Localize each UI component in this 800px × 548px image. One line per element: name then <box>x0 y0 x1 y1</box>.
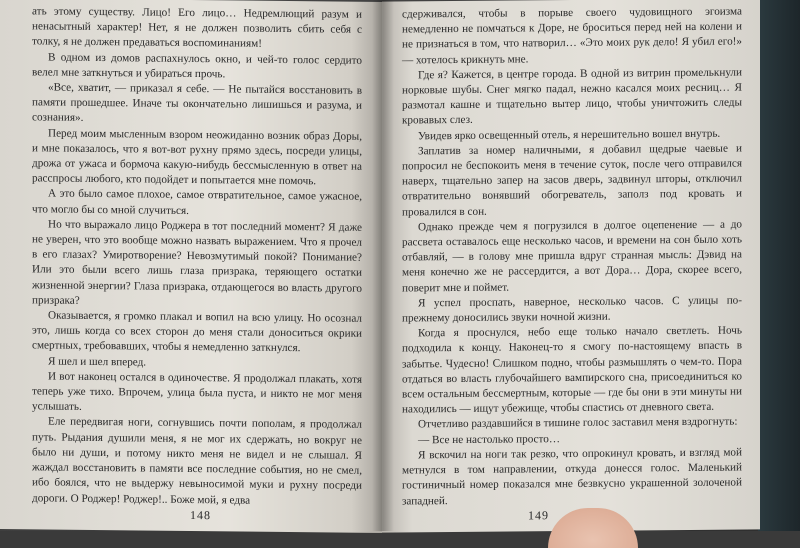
paragraph: Но что выражало лицо Роджера в тот последний момент? Я даже не уверен, что это вообще можно назвать выражением. Что я прочел в его глазах? Умиротворение? Невозмутимый покой? Понимание? Или это были всего лишь глаза призрака, теряющего остатки жизненной энергии? Глаза призрака, отдающегося во власть другого призрака? <box>32 218 362 307</box>
right-page-number: 149 <box>528 508 549 523</box>
paragraph: И вот наконец остался в одиночестве. Я продолжал плакать, хотя теперь уже тихо. Впрочем, улица была пуста, и никто не мог меня услышать. <box>32 370 362 414</box>
book-cover-edge <box>758 0 800 531</box>
paragraph: Заплатив за номер наличными, я добавил щедрые чаевые и попросил не беспокоить меня в течение суток, после чего отправился наверх, тщательно запер на засов дверь, задвинул шторы, отключил отвратительно вонявший обогреватель, заполз под кровать и провалился в сон. <box>402 142 742 219</box>
paragraph: В одном из домов распахнулось окно, и чей-то голос сердито велел мне заткнуться и убираться прочь. <box>32 51 362 81</box>
paragraph: сдерживался, чтобы в порыве своего чудовищного эгоизма немедленно не помчаться к Доре, не броситься перед ней на колени и не признаться в том, что натворил… «Это моих рук дело! Я убил его!» — хотелось крикнуть мне. <box>402 5 742 67</box>
paragraph: Я вскочил на ноги так резко, что опрокинул кровать, и взгляд мой метнулся в том направлении, откуда донесся голос. Маленький гостиничный номер показался мне безвкусно украшенной золоченой западней. <box>402 446 742 507</box>
paragraph: Отчетливо раздавшийся в тишине голос заставил меня вздрогнуть: <box>418 416 738 431</box>
paragraph: Перед моим мысленным взором неожиданно возник образ Доры, и мне показалось, что я вот-вот рухну прямо здесь, посреди улицы, дрожа от ужаса и бормоча какую-нибудь бессмысленную в ответ на расспросы любого, кто подойдет и попытается мне помочь. <box>32 127 362 188</box>
paragraph: — Все не настолько просто… <box>418 432 561 447</box>
paragraph: Я шел и шел вперед. <box>48 355 147 369</box>
right-page <box>382 0 760 533</box>
paragraph: «Все, хватит, — приказал я себе. — Не пытайся восстановить в памяти прошедшее. Иначе ты окончательно лишишься и разума, и сознания». <box>32 81 362 125</box>
left-page-text <box>32 4 362 509</box>
paragraph: Когда я проснулся, небо еще только начало светлеть. Ночь подходила к концу. Наконец-то я смогу по-настоящему впасть в забытье. Чудесно! Слишком подно, чтобы размышлять о чем-то. Пора отдаться во власть глубочайшего вампирского сна, присоединиться ко всем остальным бессмертным, которые — где бы они в эти минуты ни находились — ищут убежище, чтобы спастись от дневного света. <box>402 324 742 416</box>
paragraph: Увидев ярко освещенный отель, я нерешительно вошел внутрь. <box>418 127 721 142</box>
paragraph: Однако прежде чем я погрузился в долгое оцепенение — а до рассвета оставалось еще несколько часов, и времени на сон было хоть отбавляй, — в голову мне пришла вдруг странная мысль: Дэвид на меня конечно же не рассердится, а вот Дора… Дора, скорее всего, поверит мне и поймет. <box>402 218 742 295</box>
paragraph: Где я? Кажется, в центре города. В одной из витрин промелькнули норковые шубы. Снег мягко падал, нежно касался моих ресниц… Я размотал кашне и тщательно вытер лицо, чтобы уничтожить следы кровавых слез. <box>402 66 742 127</box>
left-page <box>0 0 382 533</box>
paragraph: Я успел проспать, наверное, несколько часов. С улицы по-прежнему доносились звуки ночной жизни. <box>402 294 742 325</box>
paragraph: А это было самое плохое, самое отвратительное, самое ужасное, что могло бы со мной случиться. <box>32 187 362 217</box>
paragraph: ать этому существу. Лицо! Его лицо… Недремлющий разум и ненасытный характер! Нет, я не должен позволить сбить себя с толку, я не должен предаваться воспоминаниям! <box>32 5 362 51</box>
paragraph: Еле передвигая ноги, согнувшись почти пополам, я продолжал путь. Рыдания душили меня, я не мог их сдержать, но вокруг не было ни души, и потому никто меня не видел и не слышал. Я жаждал восстановить в памяти все последние события, но не смел, ибо боялся, что не выдержу невыносимой муки и рухну посреди дороги. О Роджер! Роджер!.. Боже мой, я едва <box>32 415 362 507</box>
right-page-text <box>402 5 742 510</box>
paragraph: Оказывается, я громко плакал и вопил на всю улицу. Но осознал это, лишь когда со всех сторон до меня стали доноситься окрики смертных, требовавших, чтобы я немедленно заткнулся. <box>32 309 362 355</box>
book-gutter <box>372 0 394 531</box>
left-page-number: 148 <box>190 507 211 523</box>
